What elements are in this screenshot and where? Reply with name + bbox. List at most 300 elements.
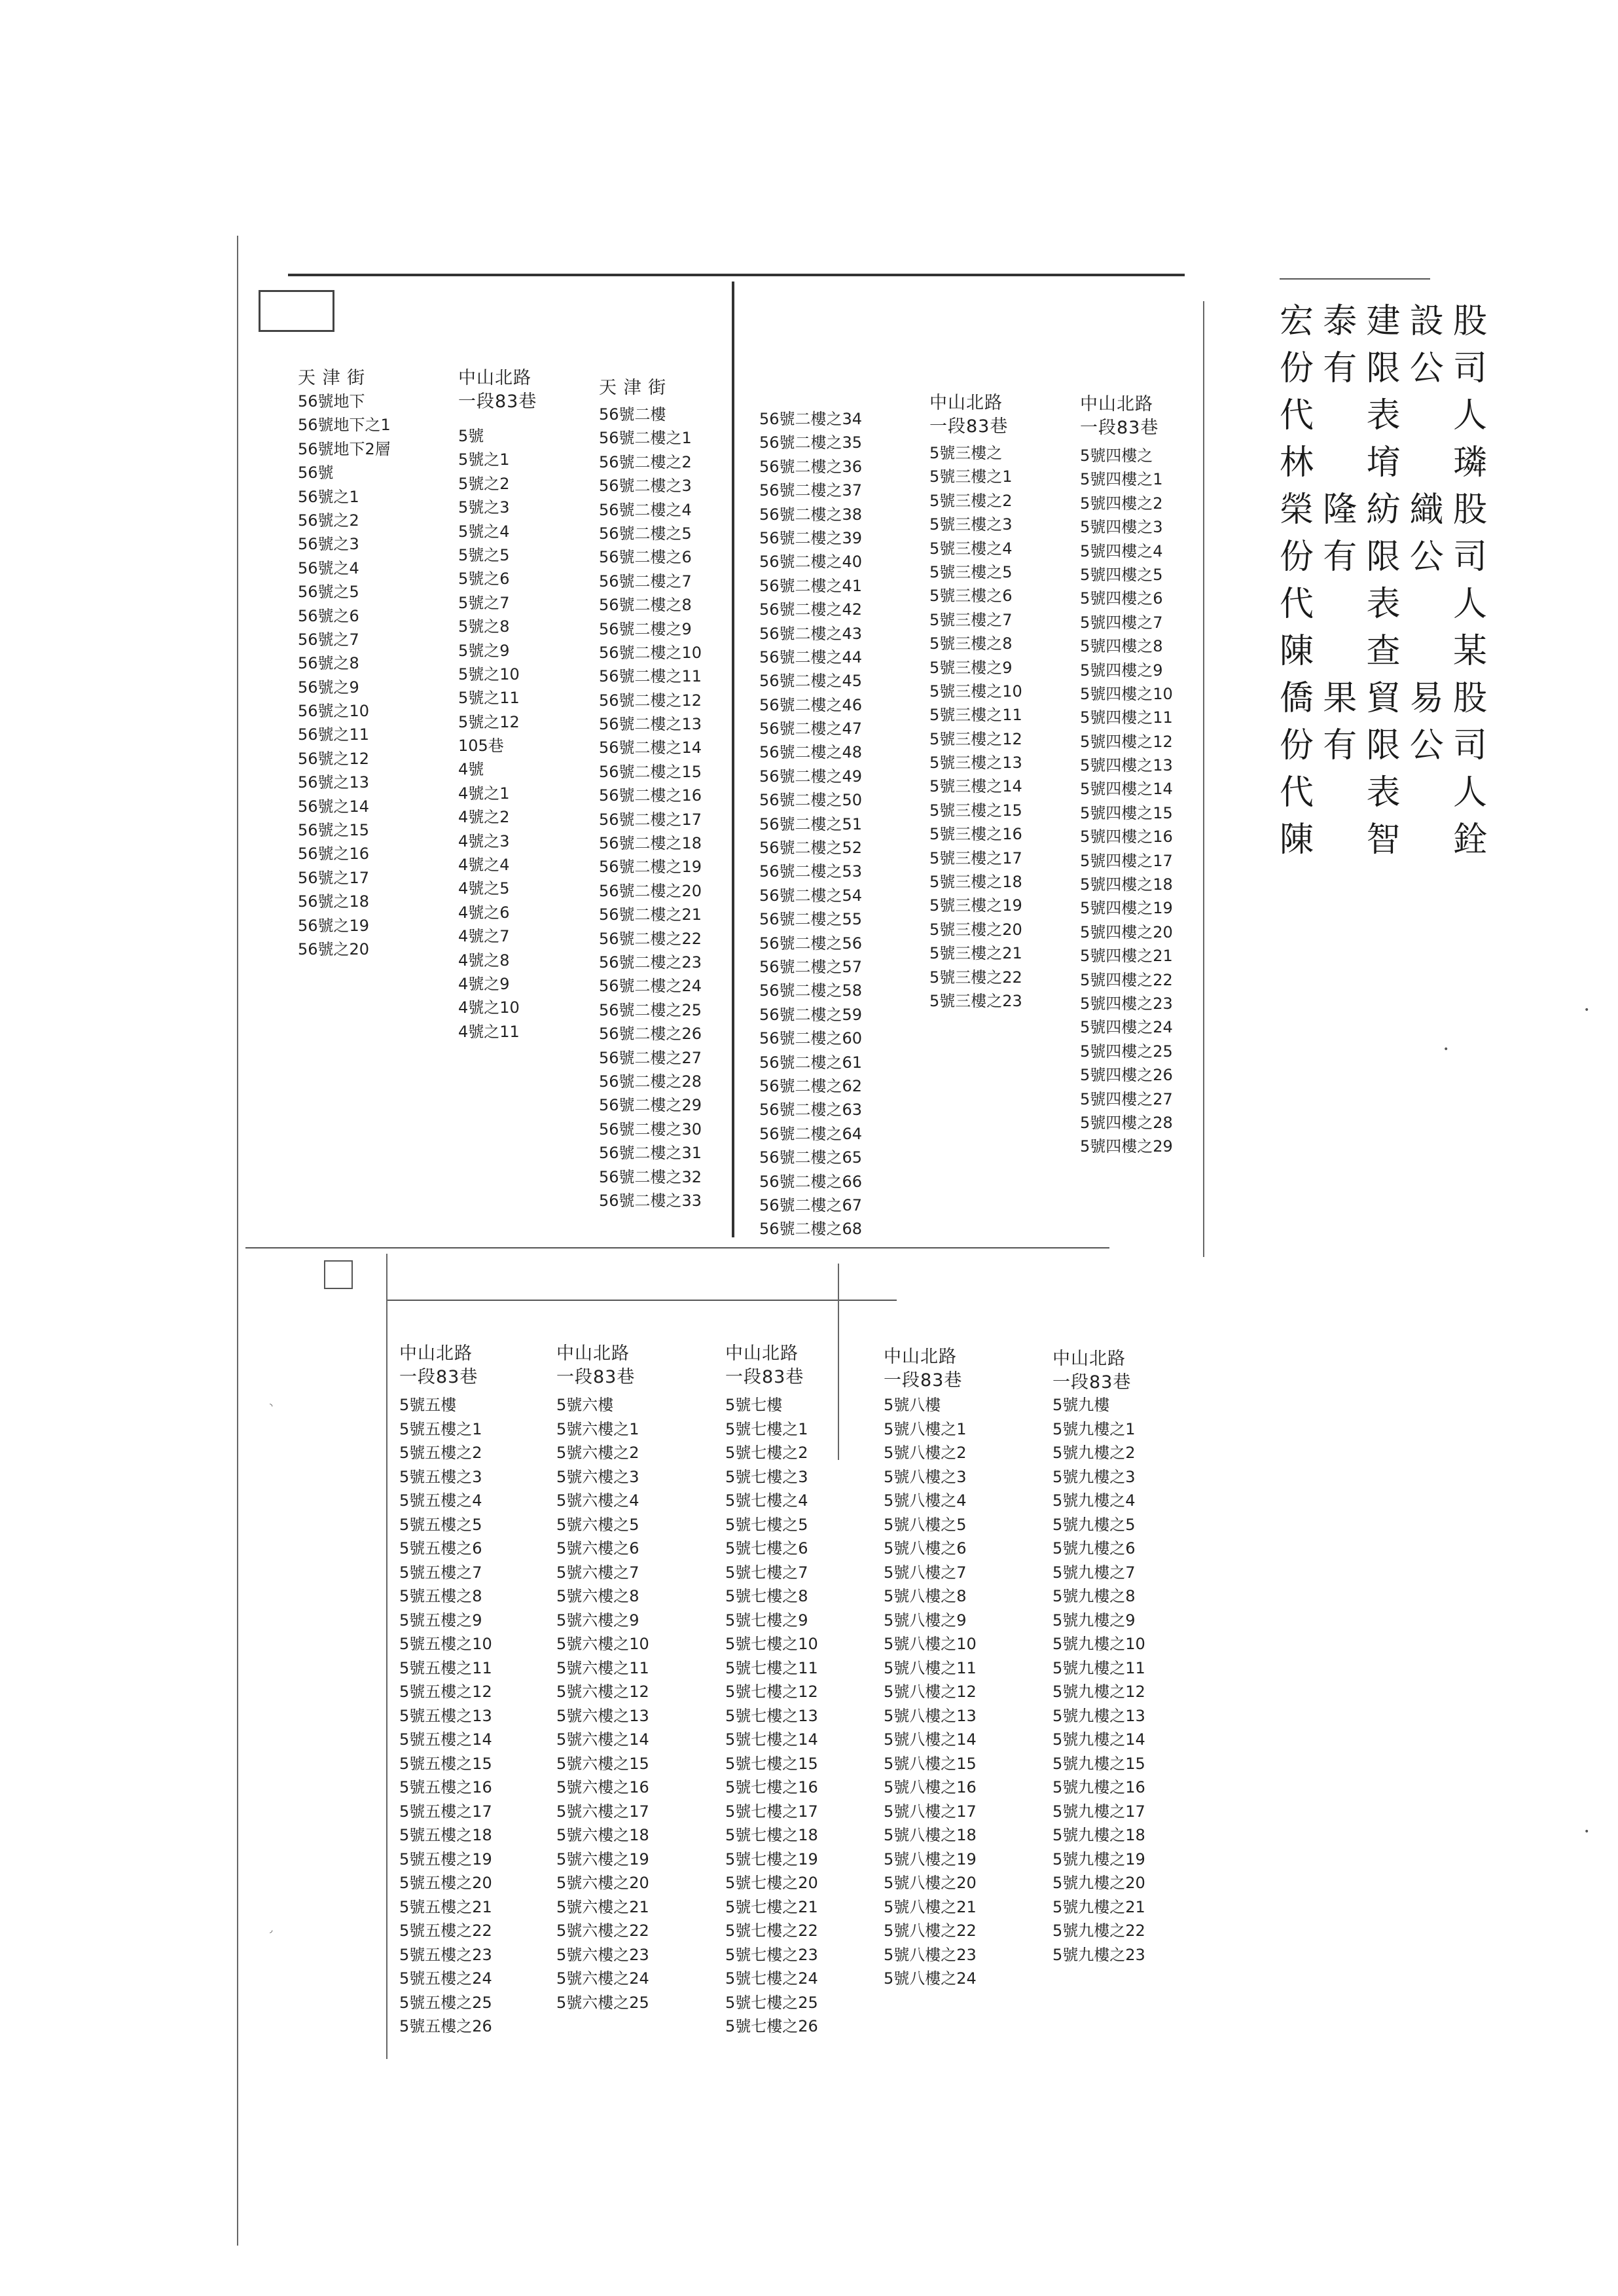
address-entry: 56號二樓之17 — [599, 810, 702, 829]
address-entry: 5號三樓之20 — [929, 920, 1022, 939]
address-entry: 5號五樓之3 — [399, 1467, 482, 1486]
address-entry: 5號四樓之10 — [1080, 684, 1173, 703]
address-entry: 4號之9 — [458, 974, 510, 993]
column-header: 中山北路 — [1052, 1349, 1126, 1369]
address-entry: 5號四樓之11 — [1080, 708, 1173, 727]
address-entry: 56號二樓之57 — [759, 957, 863, 976]
column-header: 一段83巷 — [1052, 1372, 1132, 1393]
address-entry: 105巷 — [458, 737, 504, 756]
owner-line: 林堉璘 — [1280, 443, 1489, 483]
address-entry: 5號之8 — [458, 617, 510, 636]
address-entry: 56號二樓之47 — [759, 720, 863, 738]
address-entry: 5號六樓之17 — [556, 1802, 649, 1821]
address-entry: 56號二樓之7 — [599, 572, 692, 591]
owner-line: 份有限公司 — [1280, 538, 1489, 577]
address-entry: 56號二樓之1 — [599, 429, 692, 448]
address-entry: 5號五樓之10 — [399, 1635, 492, 1653]
column-header: 中山北路 — [556, 1343, 630, 1364]
owner-line: 榮隆紡織股 — [1280, 490, 1489, 530]
address-entry: 5號三樓之16 — [929, 825, 1022, 844]
address-entry: 56號之3 — [298, 535, 359, 554]
address-entry: 5號三樓之7 — [929, 610, 1013, 629]
address-entry: 5號七樓之11 — [725, 1658, 818, 1677]
address-list — [759, 407, 862, 1241]
scan-speck: • — [1443, 1044, 1449, 1055]
address-entry: 56號地下之1 — [298, 416, 391, 435]
address-entry: 5號四樓之24 — [1080, 1018, 1173, 1037]
scan-speck: • — [1584, 1005, 1590, 1015]
address-entry: 56號二樓之32 — [599, 1167, 702, 1186]
address-entry: 4號之2 — [458, 808, 510, 827]
address-entry: 56號之2 — [298, 511, 359, 530]
address-entry: 5號六樓之15 — [556, 1754, 649, 1773]
address-list — [556, 1393, 649, 2014]
address-entry: 5號九樓之3 — [1052, 1467, 1136, 1486]
address-entry: 5號六樓之9 — [556, 1611, 639, 1630]
address-entry: 5號六樓之25 — [556, 1993, 649, 2012]
address-entry: 5號五樓之2 — [399, 1444, 482, 1462]
address-entry: 5號五樓之22 — [399, 1922, 492, 1940]
address-entry: 5號七樓 — [725, 1396, 783, 1414]
address-entry: 5號四樓之23 — [1080, 994, 1173, 1013]
address-entry: 56號二樓之25 — [599, 1000, 702, 1019]
address-entry: 5號四樓之2 — [1080, 494, 1163, 513]
address-entry: 56號二樓之30 — [599, 1120, 702, 1139]
address-entry: 56號二樓之58 — [759, 981, 863, 1000]
address-entry: 56號二樓之45 — [759, 672, 863, 691]
address-entry: 5號六樓之10 — [556, 1635, 649, 1653]
address-list — [298, 390, 391, 961]
address-entry: 56號二樓之24 — [599, 977, 702, 996]
address-entry: 5號九樓之6 — [1052, 1539, 1136, 1558]
address-entry: 56號二樓之37 — [759, 481, 863, 500]
address-entry: 56號 — [298, 464, 334, 483]
address-entry: 56號二樓之28 — [599, 1072, 702, 1091]
address-entry: 5號九樓之14 — [1052, 1730, 1145, 1749]
bottom-block-left-edge — [386, 1254, 387, 2059]
address-entry: 5號三樓之18 — [929, 873, 1022, 892]
address-entry: 5號七樓之14 — [725, 1730, 818, 1749]
address-entry: 56號二樓之51 — [759, 814, 863, 833]
address-entry: 5號八樓 — [884, 1396, 941, 1414]
address-entry: 5號四樓之 — [1080, 446, 1153, 465]
address-entry: 5號八樓之16 — [884, 1778, 977, 1796]
address-entry: 5號 — [458, 427, 484, 445]
address-entry: 56號地下2層 — [298, 439, 391, 458]
address-entry: 56號之9 — [298, 678, 359, 697]
address-entry: 5號七樓之26 — [725, 2017, 818, 2035]
address-entry: 5號八樓之7 — [884, 1563, 967, 1582]
address-entry: 5號四樓之7 — [1080, 613, 1163, 632]
address-entry: 5號四樓之22 — [1080, 970, 1173, 989]
top-column — [298, 367, 391, 961]
address-entry: 56號之16 — [298, 845, 370, 864]
top-block-divider — [732, 282, 734, 1237]
address-entry: 56號二樓之39 — [759, 528, 863, 547]
address-entry: 56號二樓之62 — [759, 1076, 863, 1095]
address-entry: 5號六樓之4 — [556, 1491, 639, 1510]
address-entry: 5號六樓之6 — [556, 1539, 639, 1558]
address-entry: 56號二樓之34 — [759, 410, 863, 428]
address-entry: 5號八樓之3 — [884, 1467, 967, 1486]
address-entry: 5號九樓 — [1052, 1396, 1110, 1414]
address-entry: 5號九樓之5 — [1052, 1515, 1136, 1534]
address-entry: 5號三樓之2 — [929, 491, 1013, 510]
address-entry: 5號八樓之23 — [884, 1945, 977, 1964]
address-list — [929, 441, 1022, 1013]
address-entry: 56號二樓之53 — [759, 862, 863, 881]
address-entry: 56號之1 — [298, 487, 359, 506]
address-entry: 5號八樓之6 — [884, 1539, 967, 1558]
mid-frame-line-2 — [386, 1300, 897, 1301]
address-entry: 56號之12 — [298, 749, 370, 768]
address-entry: 5號四樓之16 — [1080, 828, 1173, 847]
address-entry: 5號六樓之23 — [556, 1945, 649, 1964]
address-list — [599, 403, 702, 1212]
address-entry: 56號二樓之48 — [759, 743, 863, 762]
owner-line: 代表人 — [1280, 396, 1489, 435]
mid-frame-line — [245, 1247, 1109, 1248]
address-entry: 56號二樓之3 — [599, 477, 692, 496]
address-entry: 5號三樓之4 — [929, 539, 1013, 558]
address-entry: 5號三樓之10 — [929, 682, 1022, 701]
stamp-box-small — [324, 1260, 353, 1289]
address-entry: 5號九樓之18 — [1052, 1826, 1145, 1844]
column-header: 一段83巷 — [556, 1367, 636, 1387]
address-entry: 5號九樓之20 — [1052, 1874, 1145, 1892]
address-entry: 56號二樓之18 — [599, 834, 702, 853]
column-header: 中山北路 — [399, 1343, 473, 1364]
address-entry: 5號六樓之12 — [556, 1683, 649, 1701]
owner-line: 代表人 — [1280, 773, 1489, 812]
address-entry: 5號七樓之8 — [725, 1587, 808, 1605]
address-entry: 5號四樓之3 — [1080, 518, 1163, 537]
address-entry: 56號二樓之42 — [759, 600, 863, 619]
address-entry: 5號六樓之14 — [556, 1730, 649, 1749]
address-entry: 5號八樓之1 — [884, 1419, 967, 1438]
address-entry: 56號二樓之23 — [599, 953, 702, 972]
address-entry: 5號三樓之14 — [929, 777, 1022, 796]
address-entry: 5號七樓之9 — [725, 1611, 808, 1630]
address-entry: 5號三樓之 — [929, 444, 1003, 462]
address-entry: 5號六樓之3 — [556, 1467, 639, 1486]
address-entry: 56號二樓之63 — [759, 1101, 863, 1120]
address-entry: 5號九樓之19 — [1052, 1850, 1145, 1868]
address-entry: 5號七樓之15 — [725, 1754, 818, 1773]
address-entry: 5號六樓之5 — [556, 1515, 639, 1534]
address-entry: 5號五樓 — [399, 1396, 457, 1414]
address-entry: 5號七樓之4 — [725, 1491, 808, 1510]
address-entry: 5號四樓之9 — [1080, 661, 1163, 680]
top-column — [759, 406, 862, 1241]
address-entry: 5號五樓之24 — [399, 1969, 492, 1988]
address-entry: 56號二樓之35 — [759, 433, 863, 452]
address-entry: 5號之5 — [458, 545, 510, 564]
address-entry: 5號三樓之1 — [929, 467, 1013, 486]
address-entry: 56號二樓之14 — [599, 738, 702, 757]
bottom-block-mid-edge — [838, 1264, 839, 1460]
address-entry: 56號二樓之33 — [599, 1191, 702, 1210]
address-entry: 5號九樓之23 — [1052, 1945, 1145, 1964]
address-entry: 56號二樓之44 — [759, 647, 863, 666]
bottom-column — [884, 1345, 977, 1991]
address-entry: 5號九樓之9 — [1052, 1611, 1136, 1630]
address-entry: 5號八樓之24 — [884, 1969, 977, 1988]
address-entry: 5號三樓之13 — [929, 754, 1022, 773]
address-entry: 5號四樓之26 — [1080, 1066, 1173, 1085]
owners-block — [1280, 298, 1489, 864]
address-entry: 5號五樓之17 — [399, 1802, 492, 1821]
address-entry: 5號五樓之4 — [399, 1491, 482, 1510]
address-entry: 5號七樓之17 — [725, 1802, 818, 1821]
address-entry: 5號九樓之15 — [1052, 1754, 1145, 1773]
stamp-box — [259, 290, 334, 332]
column-header: 一段83巷 — [1080, 418, 1159, 438]
address-entry: 5號九樓之17 — [1052, 1802, 1145, 1821]
address-entry: 56號二樓之26 — [599, 1025, 702, 1044]
address-entry: 56號之4 — [298, 558, 359, 577]
address-entry: 5號七樓之10 — [725, 1635, 818, 1653]
address-entry: 5號六樓之16 — [556, 1778, 649, 1796]
address-entry: 5號六樓之2 — [556, 1444, 639, 1462]
address-entry: 5號五樓之11 — [399, 1658, 492, 1677]
address-entry: 5號七樓之5 — [725, 1515, 808, 1534]
address-entry: 56號之8 — [298, 654, 359, 673]
address-entry: 56號之10 — [298, 702, 370, 721]
column-header: 一段83巷 — [458, 392, 537, 412]
address-entry: 56號之6 — [298, 606, 359, 625]
address-entry: 5號六樓之19 — [556, 1850, 649, 1868]
address-entry: 5號七樓之3 — [725, 1467, 808, 1486]
address-entry: 5號四樓之13 — [1080, 756, 1173, 775]
address-entry: 56號之11 — [298, 725, 370, 744]
address-entry: 56號二樓之49 — [759, 767, 863, 786]
address-entry: 5號之12 — [458, 712, 520, 731]
address-entry: 56號二樓之61 — [759, 1053, 863, 1072]
address-entry: 5號四樓之18 — [1080, 875, 1173, 894]
address-entry: 5號六樓之7 — [556, 1563, 639, 1582]
column-header: 一段83巷 — [725, 1367, 804, 1387]
address-entry: 5號七樓之19 — [725, 1850, 818, 1868]
address-entry: 56號二樓之54 — [759, 886, 863, 905]
address-entry: 5號六樓之1 — [556, 1419, 639, 1438]
address-entry: 5號六樓之18 — [556, 1826, 649, 1844]
column-header: 天 津 街 — [298, 368, 366, 388]
address-entry: 4號之6 — [458, 903, 510, 922]
address-entry: 56號二樓之31 — [599, 1144, 702, 1163]
address-entry: 5號五樓之5 — [399, 1515, 482, 1534]
address-entry: 5號七樓之23 — [725, 1945, 818, 1964]
scan-speck: • — [1584, 1827, 1590, 1837]
address-entry: 5號三樓之12 — [929, 729, 1022, 748]
address-entry: 5號五樓之8 — [399, 1587, 482, 1605]
address-entry: 5號三樓之15 — [929, 801, 1022, 820]
owner-top-mark — [1280, 278, 1430, 280]
bottom-column — [399, 1342, 492, 2039]
column-header: 一段83巷 — [884, 1370, 963, 1391]
address-entry: 56號地下 — [298, 392, 365, 410]
address-entry: 5號六樓之22 — [556, 1922, 649, 1940]
address-entry: 5號七樓之7 — [725, 1563, 808, 1582]
address-entry: 5號八樓之20 — [884, 1874, 977, 1892]
address-entry: 5號五樓之25 — [399, 1993, 492, 2012]
address-entry: 56號二樓之64 — [759, 1124, 863, 1143]
address-entry: 56號二樓之46 — [759, 695, 863, 714]
address-entry: 56號之20 — [298, 939, 370, 958]
column-header: 中山北路 — [884, 1347, 957, 1367]
address-entry: 56號二樓之41 — [759, 576, 863, 595]
address-entry: 5號三樓之19 — [929, 896, 1022, 915]
address-list — [1080, 444, 1173, 1159]
address-entry: 5號九樓之11 — [1052, 1658, 1145, 1677]
address-entry: 56號二樓之8 — [599, 596, 692, 615]
address-entry: 4號之5 — [458, 879, 510, 898]
owner-line: 僑果貿易股 — [1280, 679, 1489, 718]
column-header: 中山北路 — [725, 1343, 799, 1364]
address-entry: 5號四樓之14 — [1080, 780, 1173, 799]
top-column — [1080, 393, 1173, 1159]
address-entry: 5號八樓之21 — [884, 1897, 977, 1916]
bottom-column — [1052, 1347, 1145, 1967]
address-entry: 5號三樓之11 — [929, 706, 1022, 725]
address-entry: 56號二樓之11 — [599, 667, 702, 686]
address-entry: 56號二樓之52 — [759, 839, 863, 858]
address-entry: 56號二樓之20 — [599, 881, 702, 900]
address-entry: 4號之11 — [458, 1022, 520, 1041]
address-entry: 5號九樓之22 — [1052, 1922, 1145, 1940]
address-entry: 4號之8 — [458, 951, 510, 970]
address-entry: 56號二樓之60 — [759, 1029, 863, 1048]
address-entry: 5號三樓之3 — [929, 515, 1013, 534]
scan-speck: ◞ — [268, 1925, 274, 1935]
address-entry: 5號八樓之11 — [884, 1658, 977, 1677]
address-entry: 5號四樓之8 — [1080, 637, 1163, 656]
address-entry: 5號五樓之21 — [399, 1897, 492, 1916]
address-entry: 5號八樓之19 — [884, 1850, 977, 1868]
address-entry: 5號之2 — [458, 474, 510, 493]
address-list — [399, 1393, 492, 2039]
address-entry: 5號八樓之10 — [884, 1635, 977, 1653]
address-entry: 56號二樓之12 — [599, 691, 702, 710]
address-entry: 56號二樓之2 — [599, 452, 692, 471]
address-entry: 5號七樓之2 — [725, 1444, 808, 1462]
address-entry: 5號七樓之13 — [725, 1706, 818, 1725]
bottom-column — [725, 1342, 818, 2039]
address-entry: 5號五樓之18 — [399, 1826, 492, 1844]
address-entry: 5號四樓之20 — [1080, 922, 1173, 941]
address-entry: 5號三樓之6 — [929, 587, 1013, 606]
address-list — [725, 1393, 818, 2039]
address-entry: 5號七樓之16 — [725, 1778, 818, 1796]
page-left-edge — [237, 236, 238, 2246]
top-column — [929, 392, 1022, 1013]
owner-line: 份有限公司 — [1280, 726, 1489, 765]
address-entry: 5號八樓之9 — [884, 1611, 967, 1630]
owner-line: 份有限公司 — [1280, 349, 1489, 388]
address-entry: 5號之6 — [458, 570, 510, 589]
address-entry: 5號五樓之16 — [399, 1778, 492, 1796]
address-entry: 5號四樓之27 — [1080, 1089, 1173, 1108]
address-list — [1052, 1393, 1145, 1967]
address-entry: 5號八樓之4 — [884, 1491, 967, 1510]
address-entry: 5號八樓之2 — [884, 1444, 967, 1462]
address-entry: 5號之1 — [458, 450, 510, 469]
address-entry: 5號之7 — [458, 593, 510, 612]
address-entry: 56號二樓之59 — [759, 1005, 863, 1024]
address-entry: 5號五樓之6 — [399, 1539, 482, 1558]
address-entry: 5號六樓之20 — [556, 1874, 649, 1892]
address-entry: 5號四樓之1 — [1080, 470, 1163, 489]
address-entry: 56號二樓之5 — [599, 524, 692, 543]
address-entry: 5號五樓之20 — [399, 1874, 492, 1892]
address-entry: 56號二樓 — [599, 405, 666, 424]
address-entry: 5號九樓之8 — [1052, 1587, 1136, 1605]
address-entry: 5號五樓之1 — [399, 1419, 482, 1438]
address-entry: 56號二樓之36 — [759, 457, 863, 476]
address-entry: 5號七樓之20 — [725, 1874, 818, 1892]
address-entry: 56號二樓之10 — [599, 643, 702, 662]
address-entry: 5號九樓之1 — [1052, 1419, 1136, 1438]
address-entry: 5號八樓之15 — [884, 1754, 977, 1773]
column-header: 中山北路 — [929, 393, 1003, 413]
address-entry: 5號五樓之13 — [399, 1706, 492, 1725]
address-entry: 56號之19 — [298, 916, 370, 935]
top-block-right-edge — [1203, 301, 1204, 1257]
address-entry: 5號四樓之29 — [1080, 1137, 1173, 1156]
owner-line: 宏泰建設股 — [1280, 302, 1489, 341]
address-entry: 5號五樓之23 — [399, 1945, 492, 1964]
address-entry: 5號六樓之8 — [556, 1587, 639, 1605]
address-entry: 5號五樓之14 — [399, 1730, 492, 1749]
address-entry: 56號之5 — [298, 583, 359, 602]
address-entry: 56號二樓之6 — [599, 548, 692, 567]
top-frame-line — [288, 274, 1185, 276]
address-entry: 56號二樓之27 — [599, 1048, 702, 1067]
address-entry: 56號二樓之38 — [759, 505, 863, 524]
owner-line: 代表人 — [1280, 585, 1489, 624]
address-entry: 5號八樓之17 — [884, 1802, 977, 1821]
address-entry: 56號二樓之21 — [599, 905, 702, 924]
address-entry: 56號二樓之9 — [599, 619, 692, 638]
column-header: 中山北路 — [458, 368, 531, 388]
address-entry: 56號二樓之4 — [599, 500, 692, 519]
address-entry: 5號九樓之10 — [1052, 1635, 1145, 1653]
address-entry: 5號五樓之19 — [399, 1850, 492, 1868]
address-entry: 56號之14 — [298, 797, 370, 816]
address-entry: 5號六樓之13 — [556, 1706, 649, 1725]
column-header: 一段83巷 — [399, 1367, 478, 1387]
address-entry: 5號之11 — [458, 689, 520, 708]
address-entry: 4號 — [458, 760, 484, 779]
address-entry: 56號二樓之15 — [599, 762, 702, 781]
address-list — [884, 1393, 977, 1991]
address-entry: 5號之3 — [458, 498, 510, 517]
address-entry: 5號七樓之25 — [725, 1993, 818, 2012]
address-entry: 4號之3 — [458, 831, 510, 850]
address-entry: 5號七樓之6 — [725, 1539, 808, 1558]
address-entry: 5號之4 — [458, 522, 510, 541]
address-entry: 5號八樓之22 — [884, 1922, 977, 1940]
address-entry: 56號之7 — [298, 630, 359, 649]
address-entry: 5號七樓之18 — [725, 1826, 818, 1844]
address-entry: 5號七樓之12 — [725, 1683, 818, 1701]
address-entry: 5號三樓之23 — [929, 991, 1022, 1010]
address-entry: 5號九樓之21 — [1052, 1897, 1145, 1916]
bottom-column — [556, 1342, 649, 2014]
address-entry: 5號八樓之18 — [884, 1826, 977, 1844]
address-entry: 5號三樓之17 — [929, 848, 1022, 867]
scan-speck: ◝ — [268, 1401, 274, 1412]
